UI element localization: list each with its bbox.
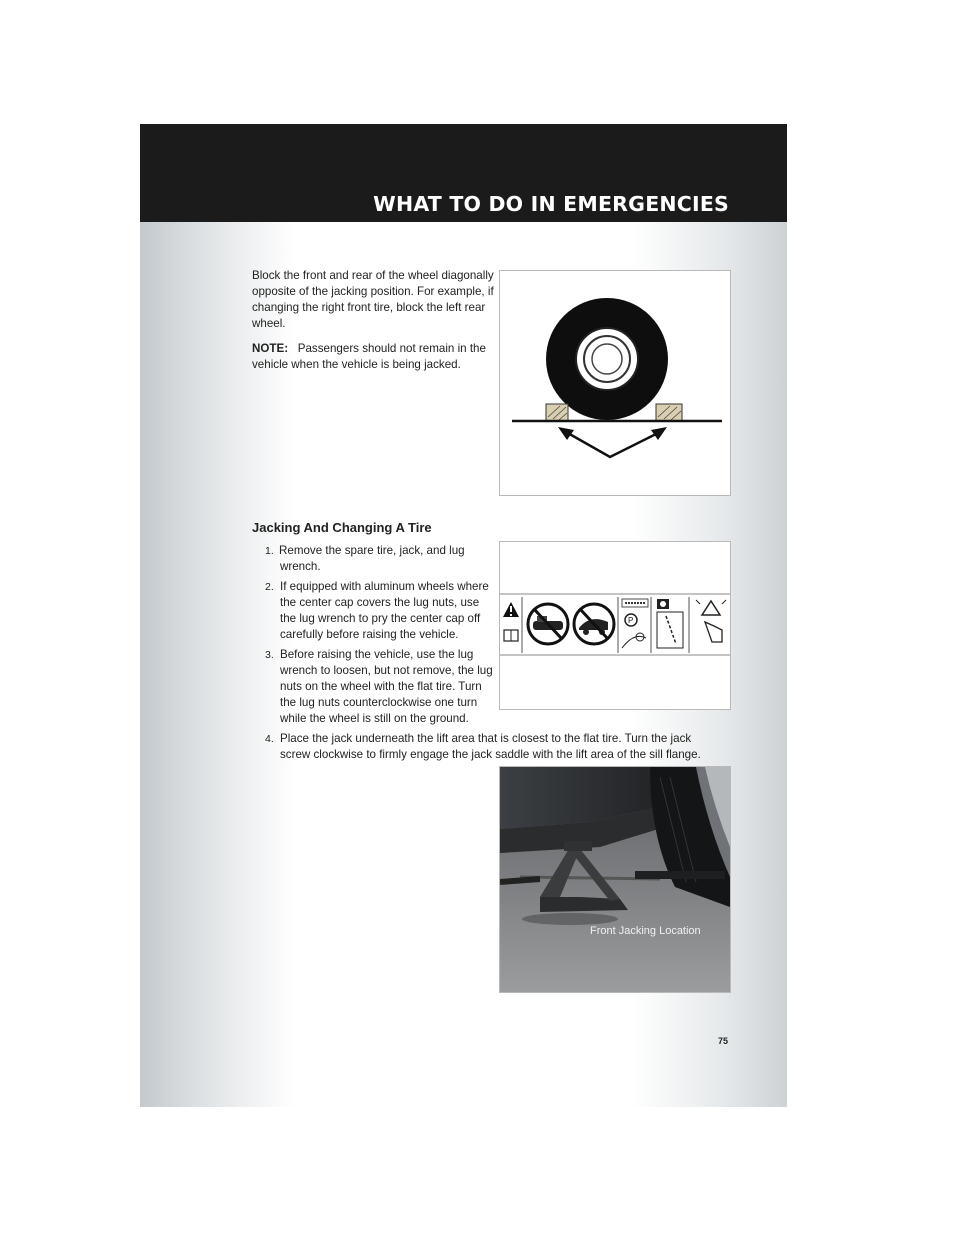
photo-caption: Front Jacking Location <box>590 925 701 937</box>
note-text: Passengers should not remain in the vehicle when the vehicle is being jacked. <box>252 342 486 371</box>
jacking-photo-figure <box>499 766 731 993</box>
wheel-block-icon <box>500 271 730 495</box>
note-label: NOTE: <box>252 342 289 355</box>
manual-page: WHAT TO DO IN EMERGENCIES Block the front and rear of the wheel diagonally opposite of the jacking position. For example, if changing the right front tire, block the left rear wheel. NOTE: Passengers should not remain in the vehicle when the vehicle is being jacked. Jacking And Changing A Tire 1. Remove the spare tire, jack, and lug wrench. 2. If equipped with aluminum wheels where the center cap covers the lug nuts, use the lug wrench to pry the center cap off carefully before raising the vehicle. 3. Before raising the vehicle, use the lug wrench to loosen, but not remove, the lug nuts on the wheel with the flat tire. Turn the lug nuts counterclockwise one turn while the wheel is still on the ground. 4. Place the jack underneath the lift area that is closest to the flat tire. Turn the jack screw clockwise to firmly engage the jack saddle with the lift area of the sill flange. P Front Jacking Location 75 <box>140 124 787 1107</box>
wheel-block-figure <box>499 270 731 496</box>
warning-label-figure <box>499 541 731 710</box>
intro-paragraph: Block the front and rear of the wheel diagonally opposite of the jacking position. For example, if changing the right front tire, block the left rear wheel. <box>252 269 494 330</box>
jack-warning-label-icon <box>500 542 730 709</box>
section-heading: Jacking And Changing A Tire <box>252 520 432 535</box>
note-paragraph <box>252 341 498 373</box>
section-header <box>140 124 787 222</box>
page-number: 75 <box>718 1036 729 1046</box>
svg-text:P: P <box>628 616 634 625</box>
jack-photo-icon <box>500 767 730 992</box>
page-title: WHAT TO DO IN EMERGENCIES <box>373 192 729 216</box>
